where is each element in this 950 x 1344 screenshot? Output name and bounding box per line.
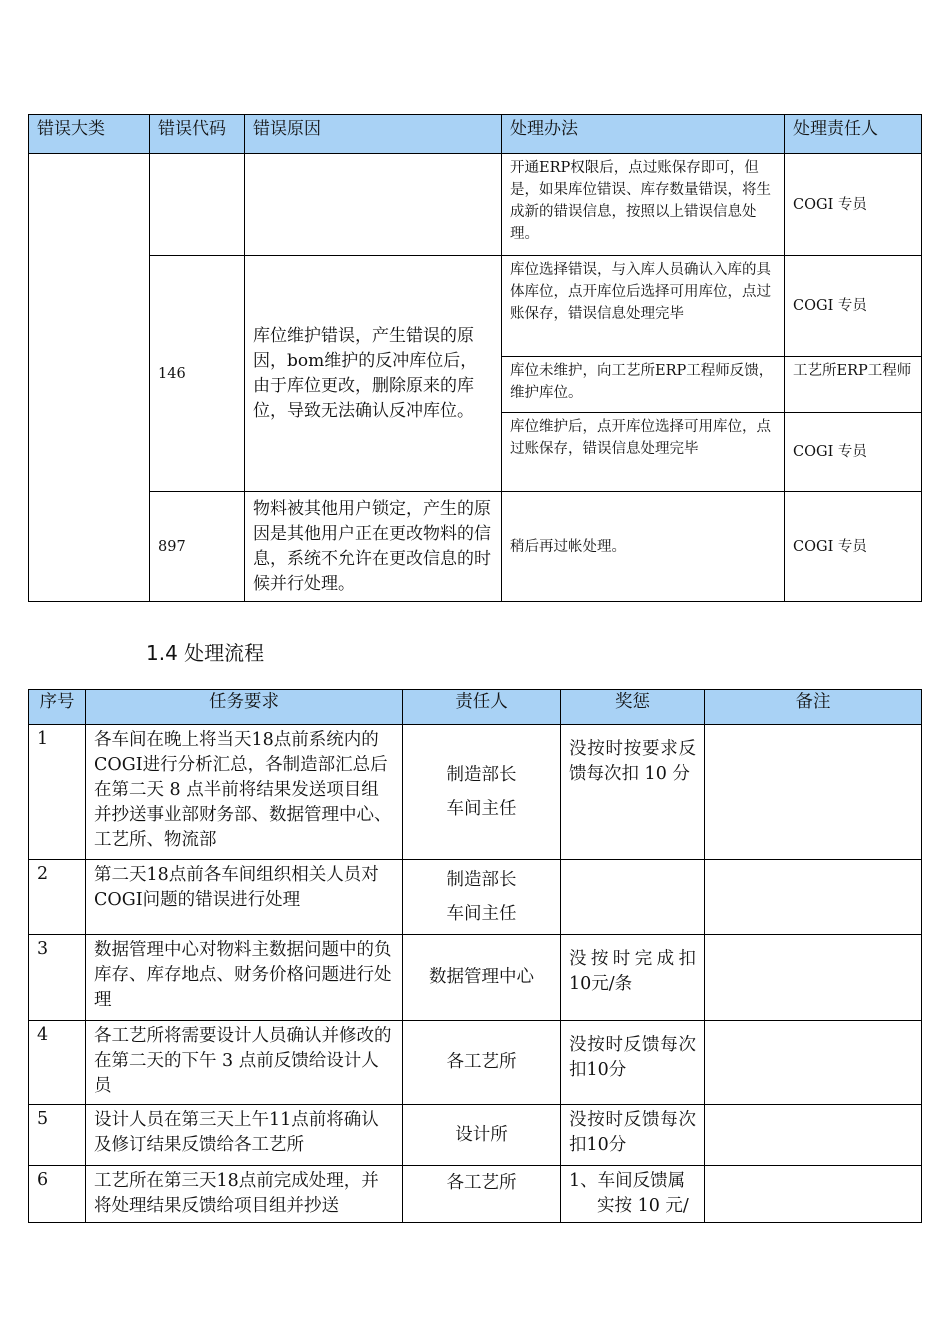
table-row: [29, 1166, 922, 1223]
header-error-code: 错误代码: [150, 115, 245, 154]
serial-number-cell: 5: [29, 1105, 86, 1166]
reward-penalty-cell: 没按时反馈每次扣10分: [561, 1105, 705, 1166]
error-table: [28, 114, 922, 602]
responsible-cell: COGI 专员: [785, 256, 922, 357]
reward-line: 实按 10 元/: [597, 1196, 689, 1216]
process-table-header-row: [29, 690, 922, 725]
reward-penalty-cell: [561, 860, 705, 935]
reward-penalty-cell: 没按时反馈每次扣10分: [561, 1021, 705, 1105]
serial-number-cell: 6: [29, 1166, 86, 1223]
header-remarks: 备注: [705, 690, 922, 725]
responsible-line: 制造部长: [446, 765, 517, 785]
table-row: [29, 256, 922, 357]
handling-method-cell: 库位维护后，点开库位选择可用库位，点过账保存，错误信息处理完毕: [502, 413, 785, 492]
header-responsible-person: 处理责任人: [785, 115, 922, 154]
responsible-line: 车间主任: [446, 904, 517, 924]
reward-line: 1、车间反馈属: [569, 1171, 686, 1191]
table-row: [29, 1105, 922, 1166]
remarks-cell: [705, 860, 922, 935]
header-error-reason: 错误原因: [245, 115, 502, 154]
task-cell: 工艺所在第三天18点前完成处理，并将处理结果反馈给项目组并抄送: [86, 1166, 403, 1223]
remarks-cell: [705, 1166, 922, 1223]
serial-number-cell: 2: [29, 860, 86, 935]
error-reason-cell: [245, 154, 502, 256]
handling-method-cell: 库位未维护，向工艺所ERP工程师反馈，维护库位。: [502, 357, 785, 413]
table-row: [29, 1021, 922, 1105]
table-row: [29, 725, 922, 860]
remarks-cell: [705, 1021, 922, 1105]
error-reason-cell: 库位维护错误，产生错误的原因，bom维护的反冲库位后，由于库位更改，删除原来的库位，导致无法确认反冲库位。: [245, 256, 502, 492]
section-heading: 1.4 处理流程: [146, 641, 265, 665]
error-reason-cell: 物料被其他用户锁定，产生的原因是其他用户正在更改物料的信息，系统不允许在更改信息的时候并行处理。: [245, 492, 502, 602]
task-cell: 设计人员在第三天上午11点前将确认及修订结果反馈给各工艺所: [86, 1105, 403, 1166]
header-responsible: 责任人: [403, 690, 561, 725]
task-cell: 各车间在晚上将当天18点前系统内的COGI进行分析汇总，各制造部汇总后在第二天 8 点半前将结果发送项目组并抄送事业部财务部、数据管理中心、工艺所、物流部: [86, 725, 403, 860]
task-cell: 第二天18点前各车间组织相关人员对COGI问题的错误进行处理: [86, 860, 403, 935]
error-code-cell: [150, 154, 245, 256]
header-error-category: 错误大类: [29, 115, 150, 154]
responsible-cell: 数据管理中心: [403, 935, 561, 1021]
responsible-cell: COGI 专员: [785, 154, 922, 256]
table-row: [29, 492, 922, 602]
responsible-cell: 工艺所ERP工程师: [785, 357, 922, 413]
handling-method-cell: 库位选择错误，与入库人员确认入库的具体库位，点开库位后选择可用库位，点过账保存，错误信息处理完毕: [502, 256, 785, 357]
handling-method-cell: 稍后再过帐处理。: [502, 492, 785, 602]
task-cell: 数据管理中心对物料主数据问题中的负库存、库存地点、财务价格问题进行处理: [86, 935, 403, 1021]
responsible-cell: 各工艺所: [403, 1166, 561, 1223]
responsible-line: 车间主任: [446, 799, 517, 819]
handling-method-cell: 开通ERP权限后，点过账保存即可，但是，如果库位错误、库存数量错误，将生成新的错误信息，按照以上错误信息处理。: [502, 154, 785, 256]
task-cell: 各工艺所将需要设计人员确认并修改的在第二天的下午 3 点前反馈给设计人员: [86, 1021, 403, 1105]
header-reward-penalty: 奖惩: [561, 690, 705, 725]
header-serial-number: 序号: [29, 690, 86, 725]
responsible-line: 制造部长: [446, 870, 517, 890]
remarks-cell: [705, 725, 922, 860]
table-row: [29, 154, 922, 256]
header-handling-method: 处理办法: [502, 115, 785, 154]
header-task-requirement: 任务要求: [86, 690, 403, 725]
remarks-cell: [705, 1105, 922, 1166]
responsible-cell: [403, 860, 561, 935]
error-code-cell: 897: [150, 492, 245, 602]
serial-number-cell: 4: [29, 1021, 86, 1105]
error-category-cell: [29, 154, 150, 602]
responsible-cell: 设计所: [403, 1105, 561, 1166]
serial-number-cell: 1: [29, 725, 86, 860]
serial-number-cell: 3: [29, 935, 86, 1021]
responsible-cell: COGI 专员: [785, 413, 922, 492]
error-code-cell: 146: [150, 256, 245, 492]
responsible-cell: [403, 725, 561, 860]
table-row: [29, 860, 922, 935]
table-row: [29, 935, 922, 1021]
error-table-header-row: [29, 115, 922, 154]
reward-penalty-cell: 没按时按要求反馈每次扣 10 分: [561, 725, 705, 860]
process-table: [28, 689, 922, 1223]
responsible-cell: COGI 专员: [785, 492, 922, 602]
reward-penalty-cell: 没按时完成扣10元/条: [561, 935, 705, 1021]
reward-penalty-cell: [561, 1166, 705, 1223]
responsible-cell: 各工艺所: [403, 1021, 561, 1105]
remarks-cell: [705, 935, 922, 1021]
